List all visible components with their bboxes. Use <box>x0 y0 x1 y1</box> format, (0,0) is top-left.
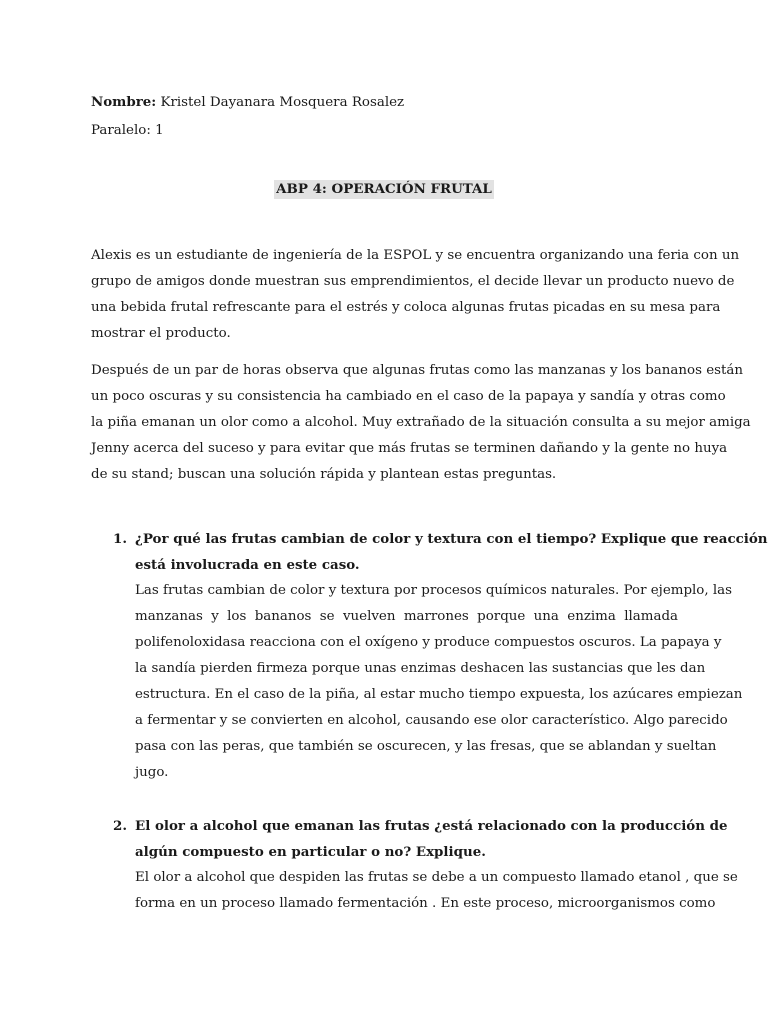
answer-2-line-2: forma en un proceso llamado fermentación . En este proceso, microorganismos como <box>135 896 716 911</box>
document-title: ABP 4: OPERACIÓN FRUTAL <box>276 181 492 197</box>
answer-1-line-1: Las frutas cambian de color y textura por procesos químicos naturales. Por ejemplo, las <box>135 583 733 598</box>
intro-p2-line-4: Jenny acerca del suceso y para evitar que más frutas se terminen dañando y la gente no huya <box>91 441 728 456</box>
paralelo-line: Paralelo: 1 <box>91 123 164 138</box>
answer-1-line-3: polifenoloxidasa reacciona con el oxígeno y produce compuestos oscuros. La papaya y <box>135 635 722 650</box>
intro-p1-line-4: mostrar el producto. <box>91 326 231 341</box>
answer-2-line-1: El olor a alcohol que despiden las frutas se debe a un compuesto llamado etanol , que se <box>135 870 738 885</box>
question-2-line-1: El olor a alcohol que emanan las frutas ¿está relacionado con la producción de <box>135 818 728 834</box>
question-2-line-2: algún compuesto en particular o no? Explique. <box>135 844 486 860</box>
answer-1-line-2: manzanas y los bananos se vuelven marrones porque una enzima llamada <box>135 609 678 624</box>
name-label: Nombre: <box>91 94 157 110</box>
answer-1-line-4: la sandía pierden firmeza porque unas enzimas deshacen las sustancias que les dan <box>135 661 706 676</box>
answer-1-line-8: jugo. <box>135 765 169 780</box>
intro-p1-line-3: una bebida frutal refrescante para el estrés y coloca algunas frutas picadas en su mesa para <box>91 300 721 315</box>
answer-1-line-7: pasa con las peras, que también se oscurecen, y las fresas, que se ablandan y sueltan <box>135 739 717 754</box>
question-2-number: 2. <box>113 818 127 834</box>
name-value: Kristel Dayanara Mosquera Rosalez <box>156 95 405 110</box>
answer-1-line-5: estructura. En el caso de la piña, al estar mucho tiempo expuesta, los azúcares empiezan <box>135 687 743 702</box>
question-1-line-2: está involucrada en este caso. <box>135 557 360 573</box>
intro-p2-line-2: un poco oscuras y su consistencia ha cambiado en el caso de la papaya y sandía y otras como <box>91 389 726 404</box>
intro-p2-line-3: la piña emanan un olor como a alcohol. Muy extrañado de la situación consulta a su mejor amiga <box>91 415 751 430</box>
intro-p2-line-5: de su stand; buscan una solución rápida y plantean estas preguntas. <box>91 467 557 482</box>
answer-1-line-6: a fermentar y se convierten en alcohol, causando ese olor característico. Algo parecido <box>135 713 728 728</box>
intro-p1-line-1: Alexis es un estudiante de ingeniería de la ESPOL y se encuentra organizando una feria con un <box>91 248 740 263</box>
question-1-line-1: ¿Por qué las frutas cambian de color y textura con el tiempo? Explique que reacción <box>135 531 768 547</box>
intro-p2-line-1: Después de un par de horas observa que algunas frutas como las manzanas y los bananos están <box>91 363 743 378</box>
name-line <box>91 94 678 111</box>
question-1-number: 1. <box>113 531 127 547</box>
title-container <box>0 180 768 199</box>
intro-p1-line-2: grupo de amigos donde muestran sus emprendimientos, el decide llevar un producto nuevo de <box>91 274 735 289</box>
